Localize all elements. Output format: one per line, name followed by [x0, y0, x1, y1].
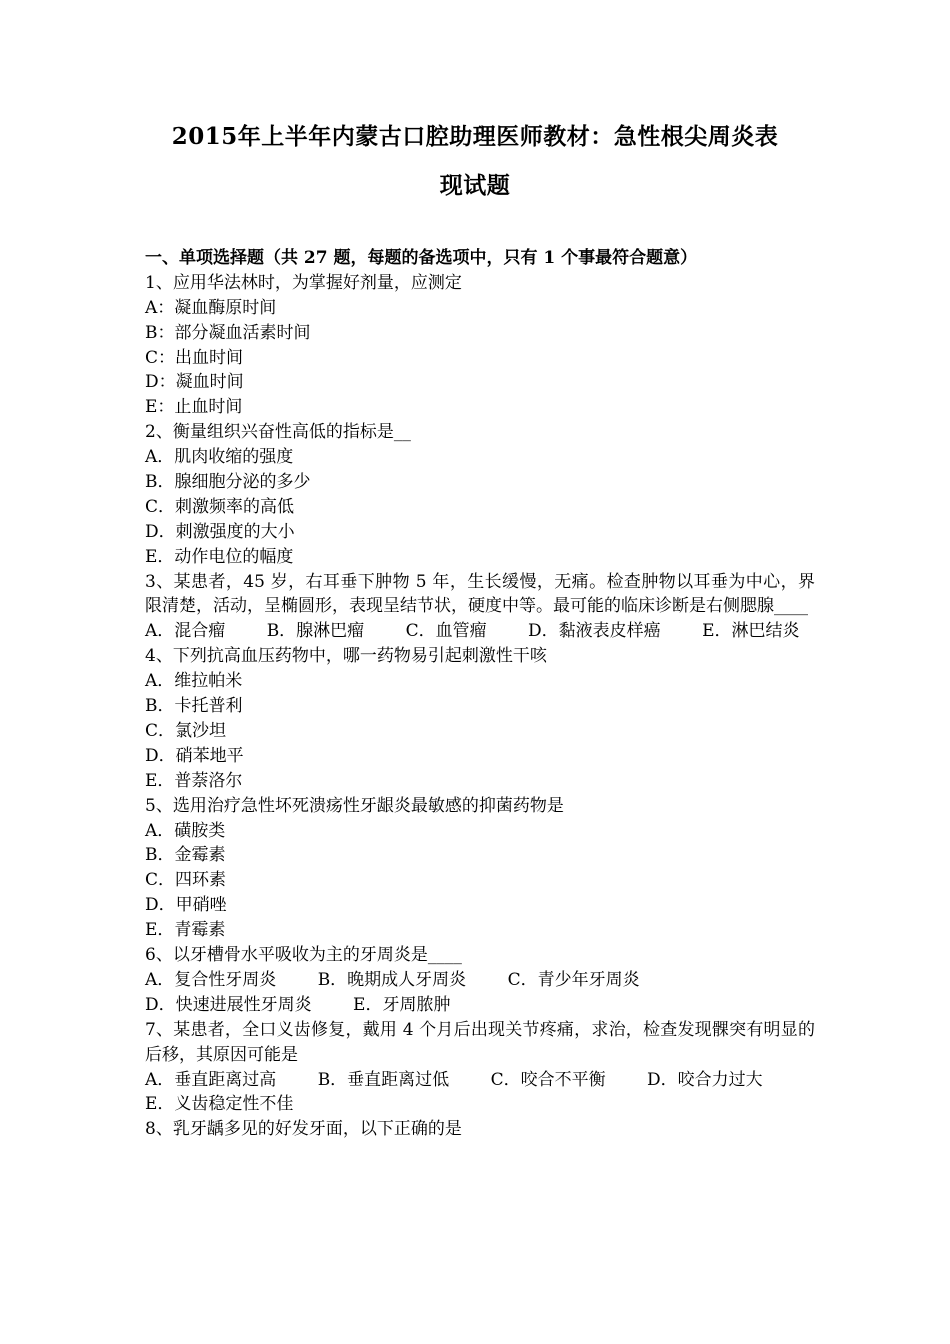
question-4-option-b: B．卡托普利 [145, 696, 243, 717]
question-5-option-b: B．金霉素 [145, 845, 226, 866]
question-3-option-d: D．黏液表皮样癌 [528, 621, 661, 642]
question-6-option-e: E．牙周脓肿 [353, 994, 451, 1015]
question-7-option-e: E．义齿稳定性不佳 [145, 1094, 294, 1115]
question-2-stem: 2、衡量组织兴奋性高低的指标是__ [145, 422, 411, 443]
question-7-option-b: B．垂直距离过低 [317, 1069, 450, 1090]
question-1-option-e: E：止血时间 [145, 397, 243, 418]
question-5-option-d: D．甲硝唑 [145, 895, 227, 916]
question-2-option-d: D．刺激强度的大小 [145, 521, 295, 542]
title-line-2: 现试题 [439, 172, 511, 199]
question-2-option-c: C．刺激频率的高低 [145, 496, 295, 517]
question-6-option-d: D．快速进展性牙周炎 [145, 994, 312, 1015]
question-2-option-b: B．腺细胞分泌的多少 [145, 472, 311, 493]
question-3-option-a: A．混合瘤 [145, 621, 226, 642]
document-title [120, 112, 830, 210]
question-4-option-c: C．氯沙坦 [145, 720, 227, 741]
question-4-stem: 4、下列抗高血压药物中，哪一药物易引起刺激性干咳 [145, 646, 547, 667]
question-4-option-a: A．维拉帕米 [145, 671, 243, 692]
question-3-stem: 3、某患者，45 岁，右耳垂下肿物 5 年，生长缓慢，无痛。检查肿物以耳垂为中心，界限清楚，活动，呈椭圆形，表现呈结节状，硬度中等。最可能的临床诊断是右侧腮腺____ [145, 571, 815, 617]
question-7-option-a: A．垂直距离过高 [145, 1069, 277, 1090]
question-6-stem: 6、以牙槽骨水平吸收为主的牙周炎是____ [145, 944, 462, 965]
question-5-option-e: E．青霉素 [145, 920, 226, 941]
question-3-option-c: C．血管瘤 [405, 621, 487, 642]
title-line-1: 2015年上半年内蒙古口腔助理医师教材：急性根尖周炎表 [171, 123, 779, 150]
document-body [145, 246, 815, 1142]
question-7-options [145, 1068, 815, 1118]
question-7-option-c: C．咬合不平衡 [490, 1069, 606, 1090]
question-3-option-b: B．腺淋巴瘤 [266, 621, 365, 642]
question-7-option-d: D．咬合力过大 [647, 1069, 763, 1090]
question-5-stem: 5、选用治疗急性坏死溃疡性牙龈炎最敏感的抑菌药物是 [145, 795, 564, 816]
question-6-option-b: B．晚期成人牙周炎 [317, 969, 467, 990]
question-8-stem: 8、乳牙龋多见的好发牙面，以下正确的是 [145, 1119, 462, 1140]
question-5-option-a: A．磺胺类 [145, 820, 226, 841]
question-6-option-c: C．青少年牙周炎 [507, 969, 640, 990]
question-1-option-c: C：出血时间 [145, 347, 244, 368]
question-2-option-a: A．肌肉收缩的强度 [145, 447, 294, 468]
question-6-options [145, 968, 815, 1018]
section-heading: 一、单项选择题（共 27 题，每题的备选项中，只有 1 个事最符合题意） [145, 248, 698, 268]
question-4-option-d: D．硝苯地平 [145, 745, 244, 766]
question-7-stem: 7、某患者，全口义齿修复，戴用 4 个月后出现关节疼痛，求治，检查发现髁突有明显的后移，其原因可能是 [145, 1019, 815, 1065]
question-6-option-a: A．复合性牙周炎 [145, 969, 277, 990]
question-1-option-b: B：部分凝血活素时间 [145, 322, 311, 343]
question-4-option-e: E．普萘洛尔 [145, 770, 243, 791]
question-1-option-a: A：凝血酶原时间 [145, 297, 277, 318]
question-3-option-e: E．淋巴结炎 [702, 621, 800, 642]
question-3-options [145, 619, 815, 644]
question-5-option-c: C．四环素 [145, 870, 227, 891]
question-1-option-d: D：凝血时间 [145, 372, 244, 393]
question-2-option-e: E．动作电位的幅度 [145, 546, 294, 567]
question-1-stem: 1、应用华法林时，为掌握好剂量，应测定 [145, 272, 462, 293]
